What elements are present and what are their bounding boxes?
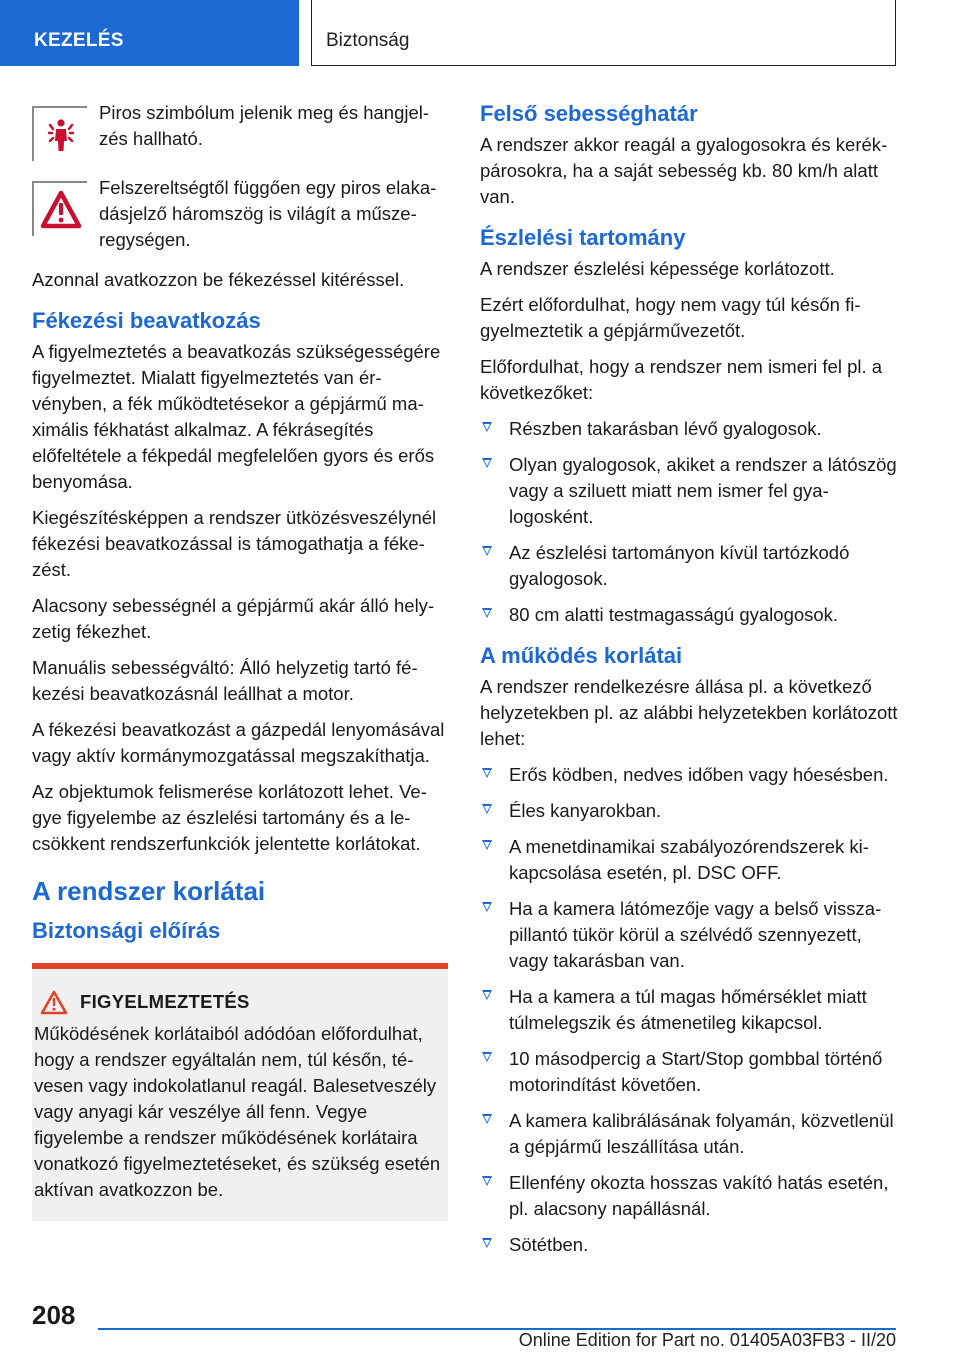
detection-paragraph: A rendszer észlelési képessége korlátozott. bbox=[480, 258, 835, 279]
detection-paragraph: Ezért előfordulhat, hogy nem vagy túl későn figyelmeztetik a gépjárművezetőt. bbox=[480, 294, 861, 341]
warning-box bbox=[32, 963, 448, 1221]
detection-list bbox=[480, 416, 898, 628]
braking-paragraph: Kiegészítésképpen a rendszer ütközésveszélynél fékezési beavatkozással is támogathatja a fékezést. bbox=[32, 507, 437, 580]
braking-paragraph: A fékezési beavatkozást a gázpedál lenyomásával vagy aktív kormánymozgatással megszakíthatja. bbox=[32, 719, 445, 766]
list-item: 10 másodpercig a Start/Stop gombbal történő motorindítást követően. bbox=[480, 1046, 898, 1098]
header-section-label: KEZELÉS bbox=[34, 30, 124, 51]
list-item: Erős ködben, nedves időben vagy hóesésben. bbox=[480, 762, 898, 788]
speed-paragraph: A rendszer akkor reagál a gyalogosokra és kerékpárosokra, ha a saját sebesség kb. 80 km/h alatt van. bbox=[480, 134, 888, 207]
operation-list bbox=[480, 762, 898, 1258]
footer-edition-text: Online Edition for Part no. 01405A03FB3 - II/20 bbox=[518, 1330, 896, 1350]
bullet-triangle-icon bbox=[482, 608, 492, 618]
heading-speed-limit: Felső sebességhatár bbox=[480, 101, 698, 126]
page-number: 208 bbox=[32, 1300, 76, 1330]
operation-paragraph: A rendszer rendelkezésre állása pl. a következő helyzetekben pl. az alábbi helyzetekben korlátozott lehet: bbox=[480, 676, 898, 749]
list-item: Ha a kamera látómezője vagy a belső visszapillantó tükör körül a szélvédő szennyezett, vagy takarásban van. bbox=[480, 896, 898, 974]
pedestrian-warning-icon bbox=[32, 106, 87, 161]
symbol-row-pedestrian bbox=[32, 100, 448, 161]
bullet-triangle-icon bbox=[482, 1238, 492, 1248]
header-chapter-tab bbox=[311, 0, 896, 66]
heading-detection-range: Észlelési tartomány bbox=[480, 225, 686, 250]
hazard-triangle-icon bbox=[32, 181, 87, 236]
list-item: A menetdinamikai szabályozórendszerek kikapcsolása esetén, pl. DSC OFF. bbox=[480, 834, 898, 886]
symbol-pedestrian-text: Piros szimbólum jelenik meg és hangjelzés hallható. bbox=[99, 102, 430, 149]
bullet-triangle-icon bbox=[482, 840, 492, 850]
detection-paragraph: Előfordulhat, hogy a rendszer nem ismeri fel pl. a következőket: bbox=[480, 356, 883, 403]
bullet-triangle-icon bbox=[482, 1052, 492, 1062]
list-item: Olyan gyalogosok, akiket a rendszer a látószög vagy a sziluett miatt nem ismer fel gyalogosként. bbox=[480, 452, 898, 530]
heading-system-limits: A rendszer korlátai bbox=[32, 876, 266, 906]
list-item: Éles kanyarokban. bbox=[480, 798, 898, 824]
heading-safety: Biztonsági előírás bbox=[32, 918, 221, 943]
heading-operation-limits: A működés korlátai bbox=[480, 643, 683, 668]
warning-text: Működésének korlátaiból adódóan előfordulhat, hogy a rendszer egyáltalán nem, túl későn, tévesen vagy indokolatlanul reagál. Balesetveszély vagy anyagi kár veszélye áll fenn. Vegye figyelembe a rendszer működésének korlátaira vonatkozó figyelmeztetéseket, és szükség esetén aktívan avatkozzon be. bbox=[34, 1023, 441, 1200]
braking-paragraph: Manuális sebességváltó: Álló helyzetig tartó fékezési beavatkozásnál leállhat a motor. bbox=[32, 657, 418, 704]
right-column bbox=[480, 100, 898, 1268]
bullet-triangle-icon bbox=[482, 768, 492, 778]
list-item: Ha a kamera a túl magas hőmérséklet miatt túlmelegszik és átmenetileg kikapcsol. bbox=[480, 984, 898, 1036]
header-chapter-label: Biztonság bbox=[326, 30, 410, 51]
symbol-row-hazard bbox=[32, 175, 448, 253]
header-section-tab bbox=[0, 0, 299, 66]
bullet-triangle-icon bbox=[482, 422, 492, 432]
bullet-triangle-icon bbox=[482, 1114, 492, 1124]
left-column bbox=[32, 100, 448, 1221]
heading-braking: Fékezési beavatkozás bbox=[32, 308, 261, 333]
bullet-triangle-icon bbox=[482, 458, 492, 468]
warning-triangle-icon bbox=[40, 990, 68, 1015]
bullet-triangle-icon bbox=[482, 902, 492, 912]
braking-paragraph: A figyelmeztetés a beavatkozás szükségességére figyelmeztet. Mialatt figyelmeztetés van érvényben, a fék működtetésekor a gépjármű maximális fékhatást alkalmaz. A fékrásegítés előfeltétele a fékpedál megfelelően gyors és erős benyomása. bbox=[32, 341, 441, 492]
list-item: Ellenfény okozta hosszas vakító hatás esetén, pl. alacsony napállásnál. bbox=[480, 1170, 898, 1222]
braking-paragraph: Az objektumok felismerése korlátozott lehet. Vegye figyelembe az észlelési tartomány és a lecsökkent rendszerfunkciók jelentette korlátokat. bbox=[32, 781, 427, 854]
bullet-triangle-icon bbox=[482, 804, 492, 814]
symbol-hazard-text: Felszereltségtől függően egy piros elakadásjelző háromszög is világít a műszeregységen. bbox=[99, 177, 437, 250]
list-item: Részben takarásban lévő gyalogosok. bbox=[480, 416, 898, 442]
intervene-paragraph: Azonnal avatkozzon be fékezéssel kitéréssel. bbox=[32, 269, 405, 290]
list-item: A kamera kalibrálásának folyamán, közvetlenül a gépjármű leszállítása után. bbox=[480, 1108, 898, 1160]
list-item: 80 cm alatti testmagasságú gyalogosok. bbox=[480, 602, 898, 628]
list-item: Sötétben. bbox=[480, 1232, 898, 1258]
warning-header bbox=[32, 989, 448, 1015]
bullet-triangle-icon bbox=[482, 546, 492, 556]
warning-title: FIGYELMEZTETÉS bbox=[80, 991, 250, 1012]
bullet-triangle-icon bbox=[482, 990, 492, 1000]
braking-paragraph: Alacsony sebességnél a gépjármű akár álló helyzetig fékezhet. bbox=[32, 595, 435, 642]
bullet-triangle-icon bbox=[482, 1176, 492, 1186]
list-item: Az észlelési tartományon kívül tartózkodó gyalogosok. bbox=[480, 540, 898, 592]
